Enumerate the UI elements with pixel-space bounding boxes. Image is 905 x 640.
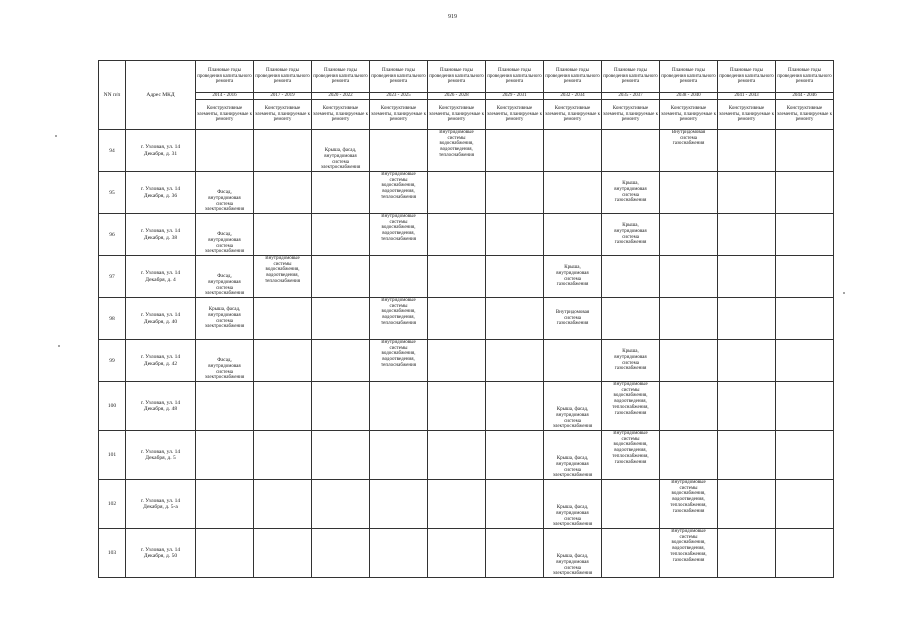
header-period-years: 2041 - 2043 (718, 93, 776, 100)
header-element-label: Конструктивные элементы, планируемые к ремонту (718, 100, 776, 130)
repair-cell: Крыша, фасад, внутридомовая система электроснабжения (196, 298, 254, 340)
repair-cell: Фасад, внутридомовая система электроснабжения (196, 340, 254, 382)
header-element-label: Конструктивные элементы, планируемые к ремонту (254, 100, 312, 130)
table-row (99, 431, 834, 480)
row-address: г. Узловая, ул. 14 Декабря, д. 4 (126, 256, 196, 298)
row-number: 98 (99, 298, 126, 340)
header-period-years: 2029 - 2031 (486, 93, 544, 100)
repair-cell (602, 480, 660, 529)
repair-cell (370, 431, 428, 480)
repair-cell (312, 256, 370, 298)
repair-cell: Внутридомовые системы водоснабжения, водоотведения, теплоснабжения, газоснабжения (660, 480, 718, 529)
repair-cell (254, 529, 312, 578)
repair-cell: Внутридомовые системы водоснабжения, водоотведения, теплоснабжения (370, 214, 428, 256)
repair-cell (254, 431, 312, 480)
header-period-title: Плановые годы проведения капитального ремонта (312, 61, 370, 93)
scan-speck (55, 135, 57, 137)
repair-cell (602, 529, 660, 578)
header-period-years: 2017 - 2019 (254, 93, 312, 100)
header-period-title: Плановые годы проведения капитального ремонта (254, 61, 312, 93)
repair-cell (254, 172, 312, 214)
repair-cell (254, 480, 312, 529)
row-number: 95 (99, 172, 126, 214)
repair-cell (660, 431, 718, 480)
row-number: 101 (99, 431, 126, 480)
repair-cell (254, 214, 312, 256)
repair-cell (486, 298, 544, 340)
header-period-years: 2023 - 2025 (370, 93, 428, 100)
repair-cell (776, 340, 834, 382)
row-number: 94 (99, 130, 126, 172)
repair-cell (428, 214, 486, 256)
repair-cell (370, 529, 428, 578)
repair-cell (718, 256, 776, 298)
repair-cell (428, 298, 486, 340)
repair-cell (428, 172, 486, 214)
repair-cell (254, 298, 312, 340)
header-element-label: Конструктивные элементы, планируемые к ремонту (196, 100, 254, 130)
repair-cell (486, 130, 544, 172)
row-number: 100 (99, 382, 126, 431)
repair-cell: Внутридомовые системы водоснабжения, водоотведения, теплоснабжения (370, 298, 428, 340)
repair-cell (602, 130, 660, 172)
repair-cell (660, 256, 718, 298)
repair-cell (660, 172, 718, 214)
repair-schedule-table (98, 60, 834, 578)
table-row (99, 529, 834, 578)
repair-cell (312, 172, 370, 214)
row-address: г. Узловая, ул. 14 Декабря, д. 42 (126, 340, 196, 382)
repair-cell (370, 480, 428, 529)
repair-cell: Внутридомовые системы водоснабжения, водоотведения, теплоснабжения (370, 172, 428, 214)
repair-cell: Внутридомовые системы водоснабжения, водоотведения, теплоснабжения, газоснабжения (660, 529, 718, 578)
repair-cell (776, 480, 834, 529)
repair-cell (718, 214, 776, 256)
repair-cell (370, 256, 428, 298)
header-row-number: NN п/п (99, 61, 126, 130)
table-header (99, 61, 834, 130)
repair-cell (602, 256, 660, 298)
row-address: г. Узловая, ул. 14 Декабря, д. 50 (126, 529, 196, 578)
header-period-title: Плановые годы проведения капитального ремонта (776, 61, 834, 93)
repair-cell (196, 382, 254, 431)
repair-cell (370, 130, 428, 172)
repair-cell (312, 480, 370, 529)
repair-cell: Крыша, фасад, внутридомовая система электроснабжения (544, 382, 602, 431)
repair-cell: Крыша, внутридомовая система газоснабжения (602, 214, 660, 256)
header-period-title: Плановые годы проведения капитального ремонта (370, 61, 428, 93)
repair-cell (544, 214, 602, 256)
repair-cell (428, 256, 486, 298)
header-period-years: 2035 - 2037 (602, 93, 660, 100)
repair-cell: Крыша, внутридомовая система газоснабжения (602, 172, 660, 214)
repair-cell: Фасад, внутридомовая система электроснабжения (196, 214, 254, 256)
repair-cell (718, 480, 776, 529)
repair-cell (254, 382, 312, 431)
repair-cell (776, 214, 834, 256)
repair-cell: Крыша, фасад, внутридомовая система электроснабжения (544, 480, 602, 529)
repair-cell (196, 529, 254, 578)
repair-cell: Крыша, фасад, внутридомовая система электроснабжения (544, 529, 602, 578)
header-element-label: Конструктивные элементы, планируемые к ремонту (602, 100, 660, 130)
repair-cell (486, 256, 544, 298)
repair-cell: Крыша, фасад, внутридомовая система электроснабжения (544, 431, 602, 480)
row-address: г. Узловая, ул. 14 Декабря, д. 40 (126, 298, 196, 340)
repair-cell (660, 382, 718, 431)
repair-cell: Внутридомовая система газоснабжения (544, 298, 602, 340)
row-address: г. Узловая, ул. 14 Декабря, д. 31 (126, 130, 196, 172)
repair-cell (544, 172, 602, 214)
header-element-label: Конструктивные элементы, планируемые к ремонту (370, 100, 428, 130)
row-address: г. Узловая, ул. 14 Декабря, д. 5-а (126, 480, 196, 529)
repair-cell (428, 480, 486, 529)
repair-cell (254, 340, 312, 382)
scan-speck (843, 292, 845, 294)
header-element-label: Конструктивные элементы, планируемые к ремонту (544, 100, 602, 130)
repair-cell (660, 298, 718, 340)
table-row (99, 340, 834, 382)
repair-cell (312, 214, 370, 256)
repair-cell (718, 382, 776, 431)
row-number: 96 (99, 214, 126, 256)
repair-cell (776, 431, 834, 480)
header-element-label: Конструктивные элементы, планируемые к ремонту (486, 100, 544, 130)
repair-cell (718, 340, 776, 382)
header-period-years: 2026 - 2028 (428, 93, 486, 100)
row-address: г. Узловая, ул. 14 Декабря, д. 5 (126, 431, 196, 480)
header-element-label: Конструктивные элементы, планируемые к ремонту (428, 100, 486, 130)
repair-cell (776, 382, 834, 431)
row-number: 99 (99, 340, 126, 382)
header-period-title: Плановые годы проведения капитального ремонта (660, 61, 718, 93)
repair-cell: Внутридомовые системы водоснабжения, водоотведения, теплоснабжения (428, 130, 486, 172)
repair-cell: Внутридомовые системы водоснабжения, водоотведения, теплоснабжения, газоснабжения (602, 382, 660, 431)
repair-cell (486, 480, 544, 529)
row-address: г. Узловая, ул. 14 Декабря, д. 36 (126, 172, 196, 214)
repair-cell (196, 431, 254, 480)
repair-cell (544, 130, 602, 172)
repair-cell (312, 340, 370, 382)
header-element-label: Конструктивные элементы, планируемые к ремонту (660, 100, 718, 130)
repair-cell (776, 298, 834, 340)
table-row (99, 480, 834, 529)
repair-cell (718, 298, 776, 340)
repair-cell (602, 298, 660, 340)
header-period-years: 2044 - 2046 (776, 93, 834, 100)
header-period-years: 2032 - 2034 (544, 93, 602, 100)
table-row (99, 172, 834, 214)
repair-cell (196, 130, 254, 172)
repair-cell (660, 340, 718, 382)
repair-cell (718, 130, 776, 172)
row-number: 102 (99, 480, 126, 529)
repair-cell: Внутридомовые системы водоснабжения, водоотведения, теплоснабжения (254, 256, 312, 298)
row-address: г. Узловая, ул. 14 Декабря, д. 38 (126, 214, 196, 256)
repair-cell: Фасад, внутридомовая система электроснабжения (196, 256, 254, 298)
repair-cell (428, 340, 486, 382)
repair-cell (254, 130, 312, 172)
row-number: 103 (99, 529, 126, 578)
repair-cell: Внутридомовые системы водоснабжения, водоотведения, теплоснабжения (370, 340, 428, 382)
repair-cell (486, 382, 544, 431)
header-element-label: Конструктивные элементы, планируемые к ремонту (312, 100, 370, 130)
repair-cell (312, 298, 370, 340)
scan-speck (58, 345, 60, 347)
repair-cell (718, 172, 776, 214)
repair-cell: Внутридомовая система газоснабжения (660, 130, 718, 172)
repair-cell (486, 172, 544, 214)
header-period-title: Плановые годы проведения капитального ремонта (486, 61, 544, 93)
repair-cell (428, 431, 486, 480)
repair-cell (370, 382, 428, 431)
repair-cell (312, 382, 370, 431)
repair-cell: Крыша, внутридомовая система газоснабжения (544, 256, 602, 298)
header-period-title: Плановые годы проведения капитального ремонта (602, 61, 660, 93)
header-period-title: Плановые годы проведения капитального ремонта (428, 61, 486, 93)
repair-cell (776, 529, 834, 578)
repair-cell (660, 214, 718, 256)
repair-cell (428, 529, 486, 578)
header-period-title: Плановые годы проведения капитального ремонта (718, 61, 776, 93)
repair-cell: Фасад, внутридомовая система электроснабжения (196, 172, 254, 214)
table-row (99, 256, 834, 298)
repair-cell (312, 431, 370, 480)
header-period-years: 2014 - 2016 (196, 93, 254, 100)
header-period-years: 2020 - 2022 (312, 93, 370, 100)
repair-cell: Крыша, внутридомовая система газоснабжения (602, 340, 660, 382)
row-address: г. Узловая, ул. 14 Декабря, д. 48 (126, 382, 196, 431)
header-address: Адрес МКД (126, 61, 196, 130)
repair-cell (486, 529, 544, 578)
repair-cell (776, 172, 834, 214)
header-period-title: Плановые годы проведения капитального ремонта (544, 61, 602, 93)
repair-cell (486, 214, 544, 256)
repair-cell: Крыша, фасад, внутридомовая система электроснабжения (312, 130, 370, 172)
repair-cell (428, 382, 486, 431)
header-period-title: Плановые годы проведения капитального ремонта (196, 61, 254, 93)
header-element-label: Конструктивные элементы, планируемые к ремонту (776, 100, 834, 130)
header-period-years: 2038 - 2040 (660, 93, 718, 100)
repair-cell (486, 340, 544, 382)
repair-cell (312, 529, 370, 578)
repair-cell (718, 431, 776, 480)
repair-cell (544, 340, 602, 382)
repair-cell (196, 480, 254, 529)
page-number: 919 (448, 14, 457, 20)
repair-cell (718, 529, 776, 578)
table-row (99, 130, 834, 172)
repair-cell (776, 256, 834, 298)
repair-cell (776, 130, 834, 172)
table-row (99, 214, 834, 256)
row-number: 97 (99, 256, 126, 298)
table-row (99, 382, 834, 431)
table-row (99, 298, 834, 340)
repair-cell: Внутридомовые системы водоснабжения, водоотведения, теплоснабжения, газоснабжения (602, 431, 660, 480)
repair-cell (486, 431, 544, 480)
table-body (99, 130, 834, 578)
